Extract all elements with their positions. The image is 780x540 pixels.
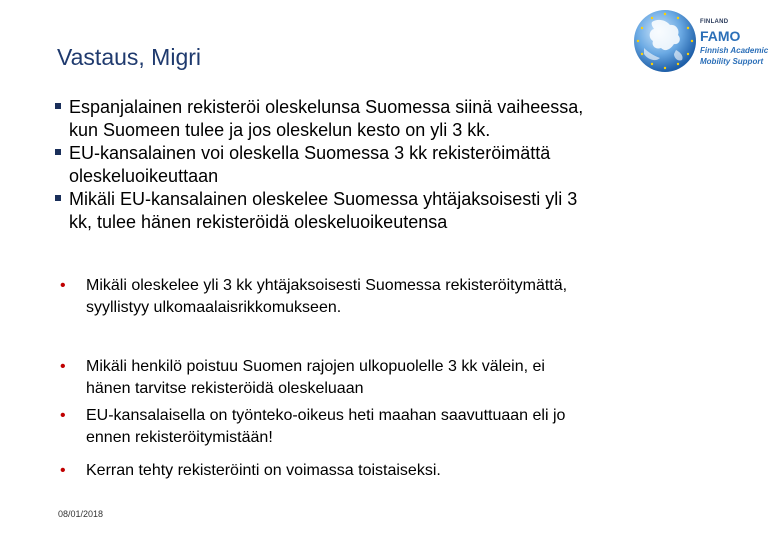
- sub-bullet-text: EU-kansalaisella on työnteko-oikeus heti maahan saavuttuaan eli jo: [86, 407, 566, 424]
- logo-name: FAMO: [700, 28, 741, 44]
- sub-bullet-text: Mikäli oleskelee yli 3 kk yhtäjaksoisesti Suomessa rekisteröitymättä,: [86, 277, 568, 294]
- dot-bullet-icon: •: [60, 407, 66, 424]
- globe-icon: [632, 8, 698, 74]
- sub-bullet-text: Kerran tehty rekisteröinti on voimassa toistaiseksi.: [86, 462, 441, 479]
- logo-tagline-2: Mobility Support: [700, 57, 764, 66]
- square-bullet-icon: [55, 149, 61, 155]
- bullet-text: kun Suomeen tulee ja jos oleskelun kesto on yli 3 kk.: [69, 120, 491, 140]
- square-bullet-icon: [55, 195, 61, 201]
- bullet-text: kk, tulee hänen rekisteröidä oleskeluoikeutensa: [69, 212, 448, 232]
- sub-bullet-text: ennen rekisteröitymistään!: [86, 429, 273, 446]
- dot-bullet-icon: •: [60, 277, 66, 294]
- sub-bullet-text: hänen tarvitse rekisteröidä oleskeluaan: [86, 380, 364, 397]
- bullet-text: EU-kansalainen voi oleskella Suomessa 3 kk rekisteröimättä: [69, 143, 551, 163]
- bullet-text: oleskeluoikeuttaan: [69, 166, 219, 186]
- dot-bullet-icon: •: [60, 358, 66, 375]
- sub-bullet-text: syyllistyy ulkomaalaisrikkomukseen.: [86, 299, 342, 316]
- logo-country: FINLAND: [700, 19, 729, 25]
- square-bullet-icon: [55, 103, 61, 109]
- famo-logo: [632, 8, 772, 74]
- sub-bullet-text: Mikäli henkilö poistuu Suomen rajojen ulkopuolelle 3 kk välein, ei: [86, 358, 545, 375]
- slide-title: Vastaus, Migri: [57, 44, 202, 70]
- dot-bullet-icon: •: [60, 462, 66, 479]
- bullet-text: Espanjalainen rekisteröi oleskelunsa Suomessa siinä vaiheessa,: [69, 97, 584, 117]
- logo-tagline-1: Finnish Academic: [700, 46, 769, 55]
- slide-date: 08/01/2018: [58, 509, 104, 519]
- bullet-text: Mikäli EU-kansalainen oleskelee Suomessa yhtäjaksoisesti yli 3: [69, 189, 578, 209]
